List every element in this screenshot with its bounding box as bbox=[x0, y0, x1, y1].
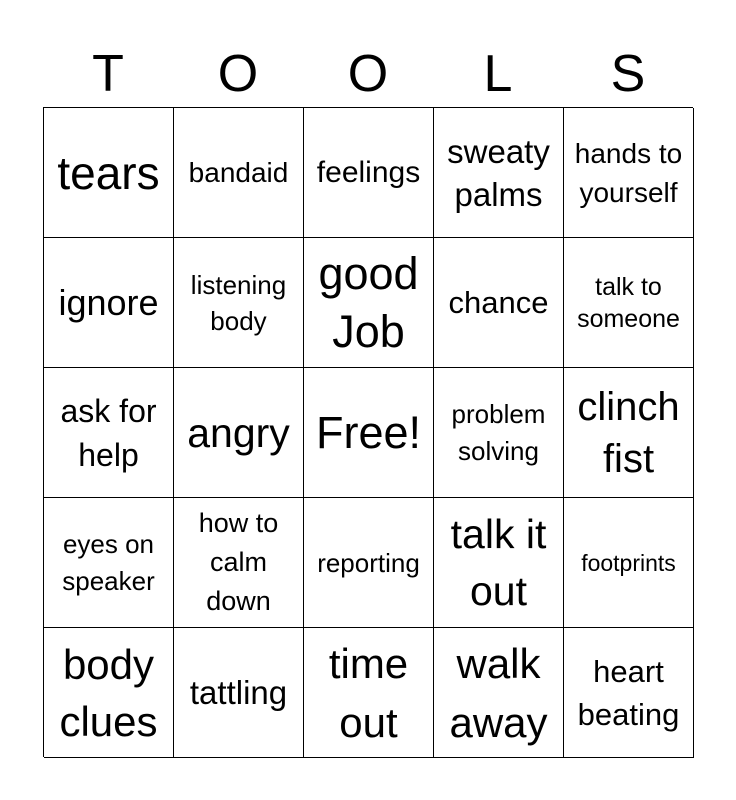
cell-label: problem solving bbox=[451, 398, 546, 466]
cell-label: Free! bbox=[315, 406, 422, 458]
cell-label: how to calm down bbox=[198, 508, 279, 616]
header-letter-s: S bbox=[610, 45, 646, 103]
bingo-cell-bandaid[interactable] bbox=[174, 108, 304, 238]
cell-label: talk to someone bbox=[577, 272, 680, 333]
cell-label: eyes on speaker bbox=[62, 528, 155, 596]
bingo-cell-hands-to-yourself[interactable] bbox=[564, 108, 694, 238]
bingo-board bbox=[43, 107, 693, 757]
cell-label: listening body bbox=[190, 269, 287, 336]
bingo-cell-clinch-fist[interactable] bbox=[564, 368, 694, 498]
bingo-cell-problem-solving[interactable] bbox=[434, 368, 564, 498]
cell-label: ask for help bbox=[60, 392, 157, 473]
bingo-cell-listening-body[interactable] bbox=[174, 238, 304, 368]
bingo-cell-talk-it-out[interactable] bbox=[434, 498, 564, 628]
header-letter-l: L bbox=[483, 45, 513, 103]
bingo-cell-tears[interactable] bbox=[44, 108, 174, 238]
cell-label: feelings bbox=[316, 155, 421, 189]
bingo-cell-walk-away[interactable] bbox=[434, 628, 564, 758]
bingo-cell-body-clues[interactable] bbox=[44, 628, 174, 758]
bingo-header bbox=[43, 40, 693, 108]
bingo-cell-ask-for-help[interactable] bbox=[44, 368, 174, 498]
cell-label: tears bbox=[57, 146, 160, 199]
cell-label: body clues bbox=[59, 640, 158, 745]
cell-label: bandaid bbox=[188, 156, 289, 188]
cell-label: clinch fist bbox=[577, 384, 680, 481]
bingo-cell-feelings[interactable] bbox=[304, 108, 434, 238]
bingo-cell-ignore[interactable] bbox=[44, 238, 174, 368]
bingo-cell-sweaty-palms[interactable] bbox=[434, 108, 564, 238]
cell-label: good Job bbox=[318, 247, 419, 357]
cell-label: talk it out bbox=[450, 510, 547, 614]
bingo-cell-tattling[interactable] bbox=[174, 628, 304, 758]
bingo-cell-good-job[interactable] bbox=[304, 238, 434, 368]
bingo-cell-footprints[interactable] bbox=[564, 498, 694, 628]
cell-label: footprints bbox=[581, 549, 676, 576]
bingo-cell-eyes-on-speaker[interactable] bbox=[44, 498, 174, 628]
header-letter-o-1: O bbox=[217, 45, 259, 103]
cell-label: tattling bbox=[189, 673, 288, 711]
bingo-cell-time-out[interactable] bbox=[304, 628, 434, 758]
header-letter-t: T bbox=[92, 45, 124, 103]
cell-label: chance bbox=[448, 284, 549, 320]
cell-label: heart beating bbox=[577, 653, 680, 732]
bingo-cell-chance[interactable] bbox=[434, 238, 564, 368]
cell-label: ignore bbox=[58, 281, 159, 323]
cell-label: reporting bbox=[317, 547, 420, 578]
cell-label: sweaty palms bbox=[447, 132, 550, 213]
bingo-cell-free-space[interactable] bbox=[304, 368, 434, 498]
cell-label: angry bbox=[187, 409, 290, 456]
cell-label: hands to yourself bbox=[574, 137, 683, 208]
bingo-cell-reporting[interactable] bbox=[304, 498, 434, 628]
cell-label: time out bbox=[328, 639, 409, 746]
bingo-cell-how-to-calm-down[interactable] bbox=[174, 498, 304, 628]
cell-label: walk away bbox=[449, 639, 548, 746]
bingo-cell-heart-beating[interactable] bbox=[564, 628, 694, 758]
header-letter-o-2: O bbox=[347, 45, 389, 103]
bingo-cell-angry[interactable] bbox=[174, 368, 304, 498]
bingo-cell-talk-to-someone[interactable] bbox=[564, 238, 694, 368]
